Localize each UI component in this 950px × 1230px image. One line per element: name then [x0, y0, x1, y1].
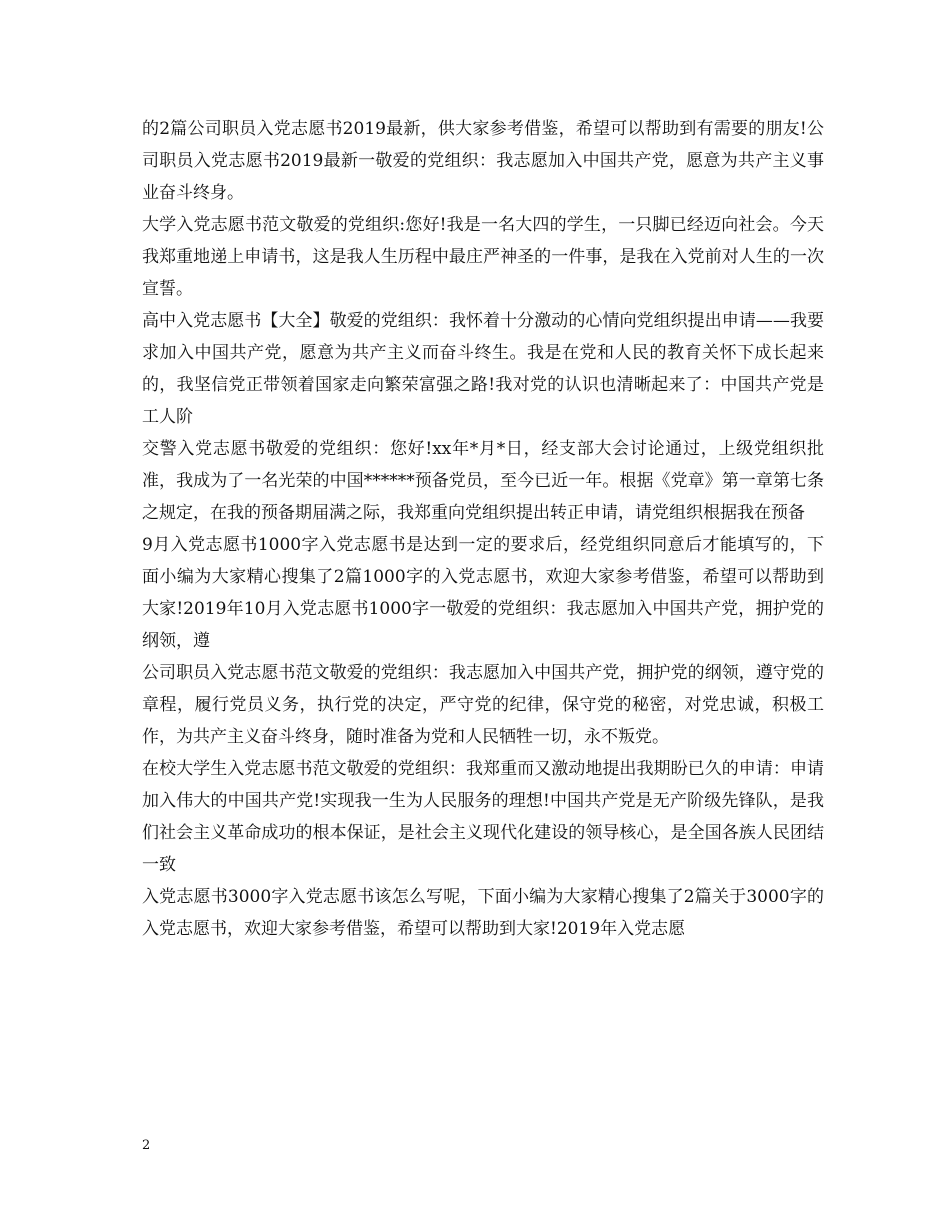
- paragraph-5: 9月入党志愿书1000字入党志愿书是达到一定的要求后，经党组织同意后才能填写的，下面小编为大家精心搜集了2篇1000字的入党志愿书，欢迎大家参考借鉴，希望可以帮助到大家!2019年10月入党志愿书1000字一敬爱的党组织：我志愿加入中国共产党，拥护党的纲领，遵: [142, 535, 824, 651]
- paragraph-4: 交警入党志愿书敬爱的党组织：您好!xx年*月*日，经支部大会讨论通过，上级党组织批准，我成为了一名光荣的中国******预备党员，至今已近一年。根据《党章》第一章第七条之规定，在我的预备期届满之际，我郑重向党组织提出转正申请，请党组织根据我在预备: [142, 439, 824, 523]
- paragraph-3: 高中入党志愿书【大全】敬爱的党组织：我怀着十分激动的心情向党组织提出申请——我要求加入中国共产党，愿意为共产主义而奋斗终生。我是在党和人民的教育关怀下成长起来的，我坚信党正带领着国家走向繁荣富强之路!我对党的认识也清晰起来了：中国共产党是工人阶: [142, 311, 824, 427]
- paragraph-8: 入党志愿书3000字入党志愿书该怎么写呢，下面小编为大家精心搜集了2篇关于3000字的入党志愿书，欢迎大家参考借鉴，希望可以帮助到大家!2019年入党志愿: [142, 887, 824, 939]
- paragraph-2: 大学入党志愿书范文敬爱的党组织:您好!我是一名大四的学生，一只脚已经迈向社会。今天我郑重地递上申请书，这是我人生历程中最庄严神圣的一件事，是我在入党前对人生的一次宣誓。: [142, 215, 824, 299]
- page-number: 2: [142, 1138, 151, 1153]
- paragraph-6: 公司职员入党志愿书范文敬爱的党组织：我志愿加入中国共产党，拥护党的纲领，遵守党的章程，履行党员义务，执行党的决定，严守党的纪律，保守党的秘密，对党忠诚，积极工作，为共产主义奋斗终身，随时准备为党和人民牺牲一切，永不叛党。: [142, 663, 824, 747]
- paragraph-7: 在校大学生入党志愿书范文敬爱的党组织：我郑重而又激动地提出我期盼已久的申请：申请加入伟大的中国共产党!实现我一生为人民服务的理想!中国共产党是无产阶级先锋队，是我们社会主义革命成功的根本保证，是社会主义现代化建设的领导核心，是全国各族人民团结一致: [142, 759, 824, 875]
- document-body: [142, 113, 824, 945]
- paragraph-1: 的2篇公司职员入党志愿书2019最新，供大家参考借鉴，希望可以帮助到有需要的朋友!公司职员入党志愿书2019最新一敬爱的党组织：我志愿加入中国共产党，愿意为共产主义事业奋斗终身。: [142, 119, 824, 203]
